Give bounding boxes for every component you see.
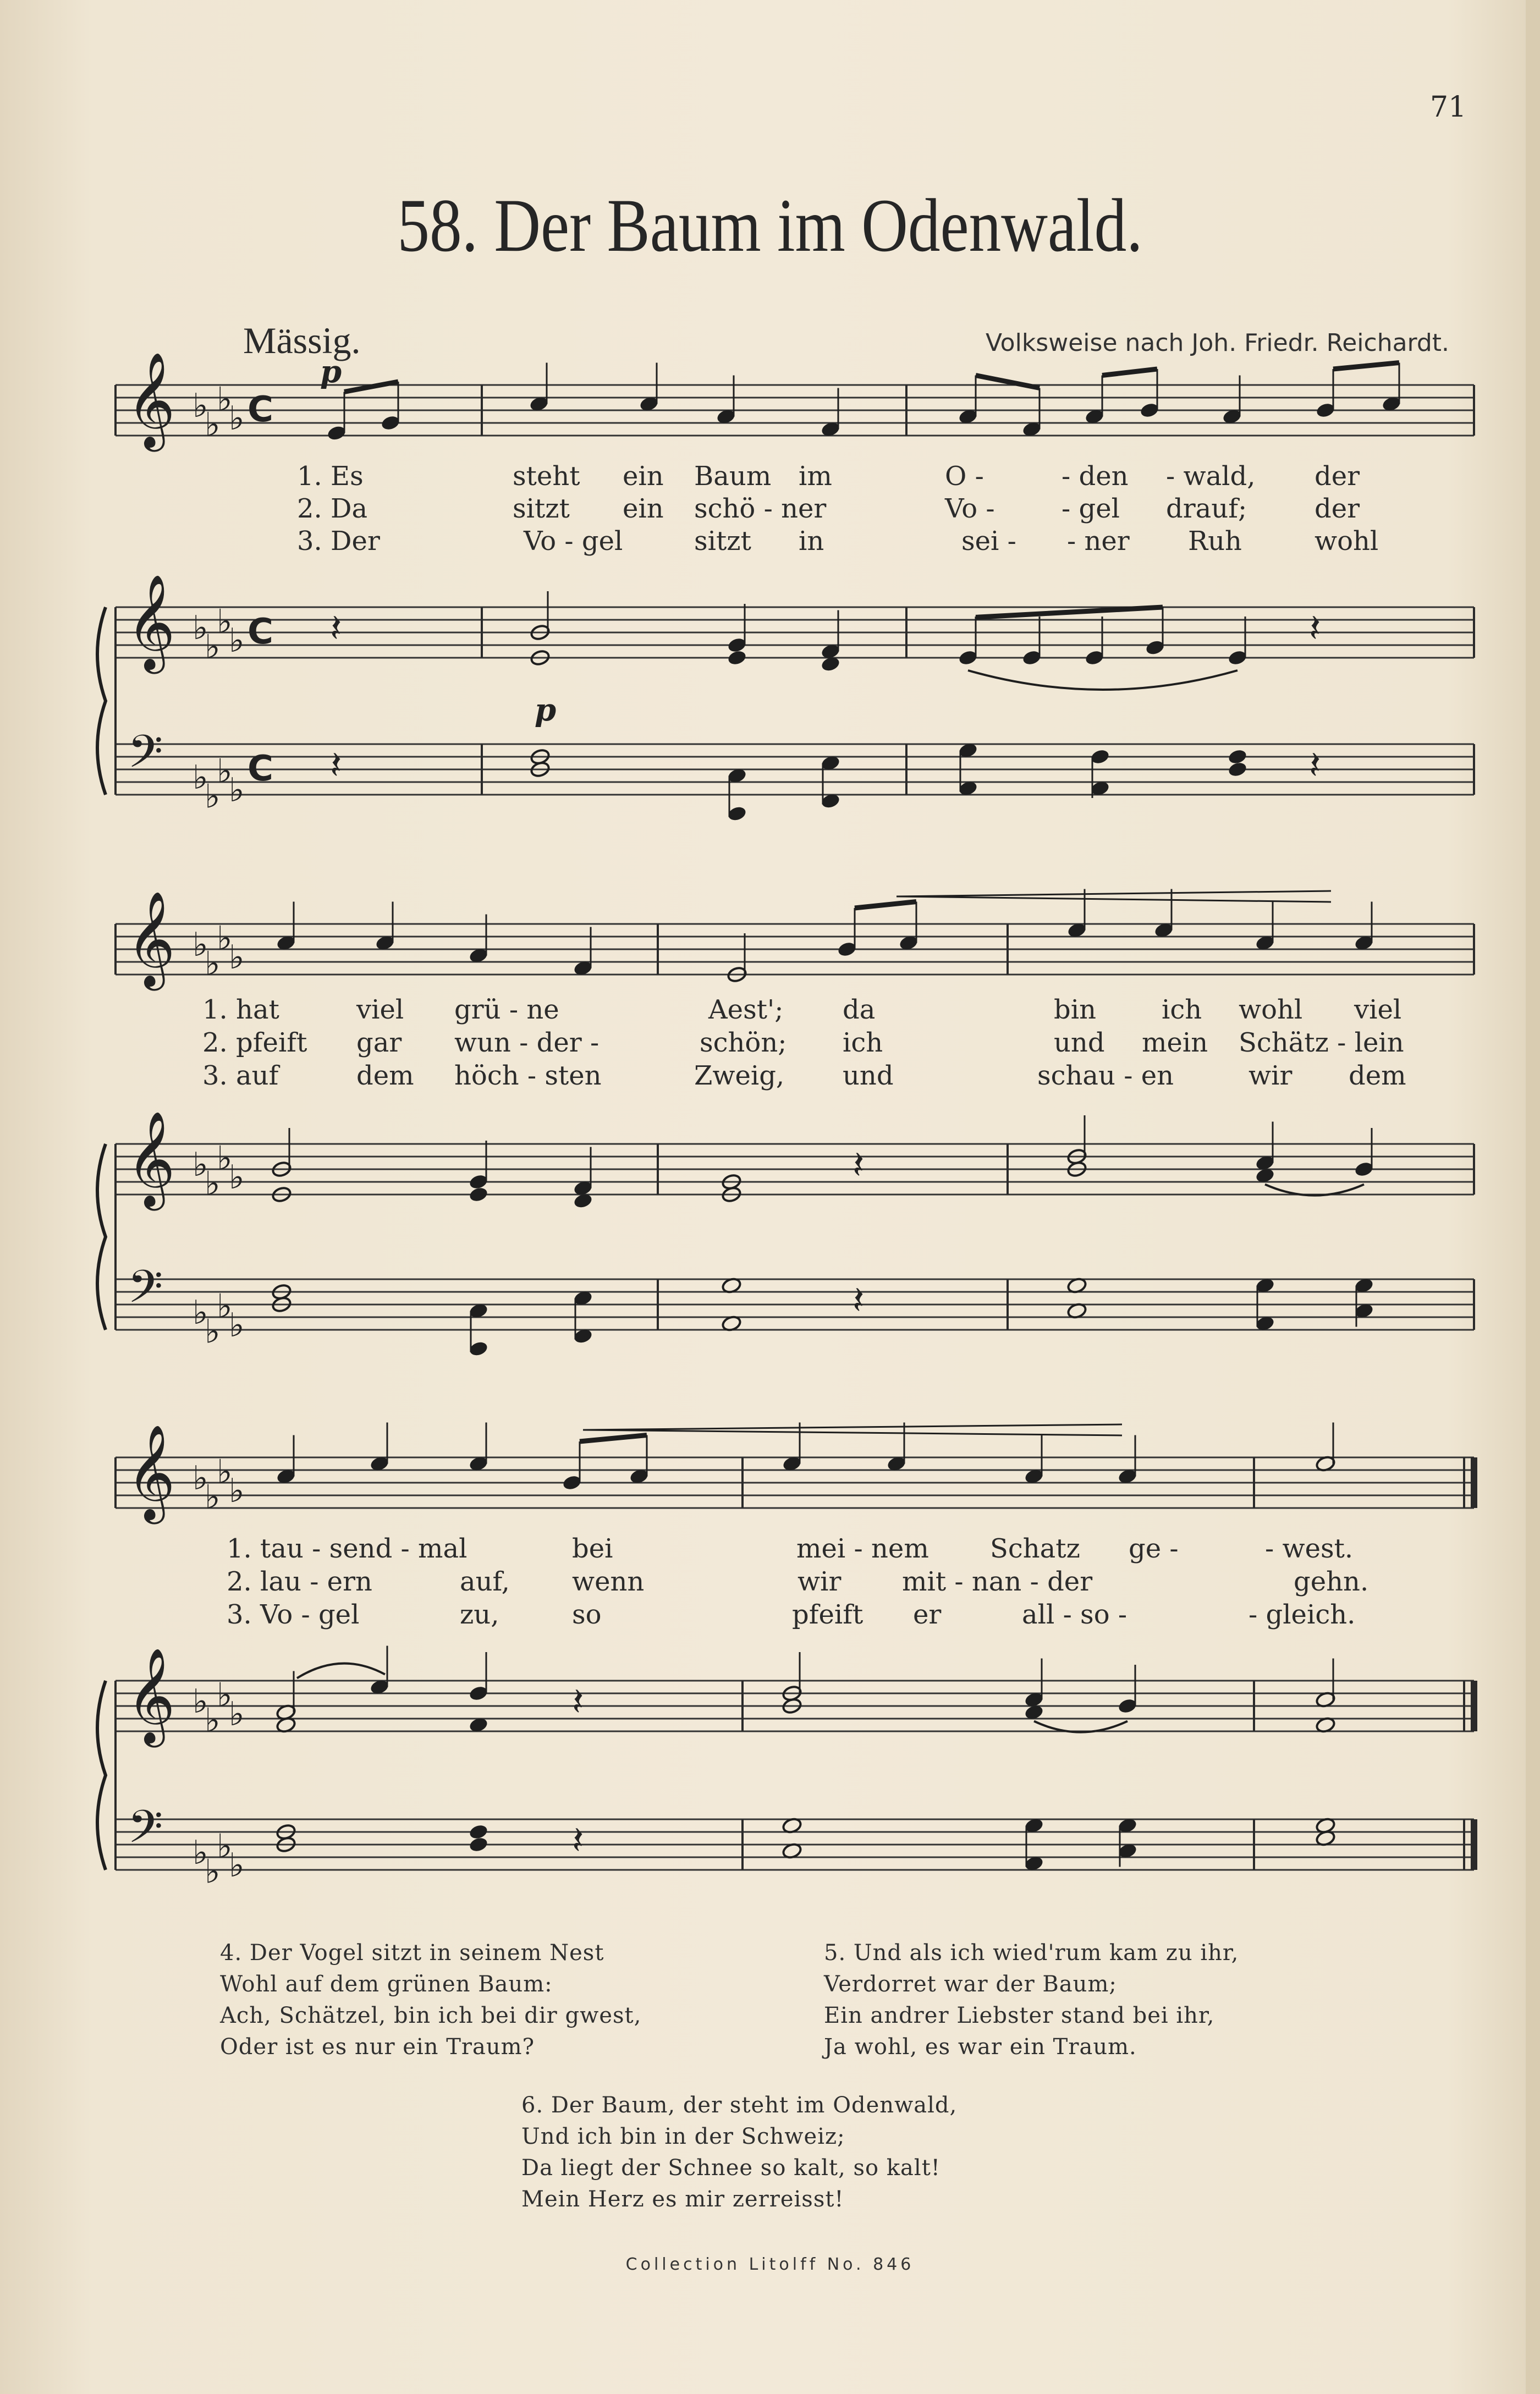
flat-sign: ♭: [205, 777, 221, 816]
treble-clef: 𝄞: [127, 1111, 175, 1207]
flat-sign: ♭: [217, 1827, 233, 1866]
flat-sign: ♭: [229, 771, 245, 810]
slur: [297, 1664, 385, 1678]
quarter-rest: 𝄽: [853, 1278, 865, 1323]
flat-sign: ♭: [205, 1701, 221, 1740]
flat-sign: ♭: [205, 1164, 221, 1203]
stanza-6: [521, 2090, 957, 2215]
lyric: drauf;: [1166, 493, 1247, 524]
stanza-line: Mein Herz es mir zerreisst!: [521, 2187, 844, 2212]
lyric: so: [572, 1599, 602, 1630]
publisher-footer: Collection Litolff No. 846: [625, 2255, 915, 2274]
lyric: - wald,: [1166, 461, 1256, 492]
stanza-line: Verdorret war der Baum;: [824, 1972, 1117, 1997]
flat-sign: ♭: [205, 1852, 221, 1891]
flat-sign: ♭: [217, 380, 233, 419]
flat-sign: ♭: [217, 1452, 233, 1492]
lyric: 1. hat: [202, 994, 279, 1025]
page-number: 71: [1430, 91, 1467, 124]
treble-clef: 𝄞: [127, 352, 175, 448]
lyric: Vo -: [945, 493, 995, 524]
quarter-rest: 𝄽: [330, 606, 342, 651]
lyric: schau - en: [1037, 1060, 1174, 1091]
time-signature: C: [248, 749, 273, 789]
flat-sign: ♭: [217, 1139, 233, 1178]
lyric: mit - nan - der: [902, 1566, 1093, 1597]
quarter-rest: 𝄽: [1309, 742, 1321, 788]
crescendo-line: [897, 896, 1331, 902]
lyric: pfeift: [792, 1599, 864, 1630]
beam: [580, 1435, 647, 1442]
stanza-line: Und ich bin in der Schweiz;: [521, 2124, 845, 2149]
song-title: 58. Der Baum im Odenwald.: [397, 183, 1143, 267]
lyric: wir: [1248, 1060, 1292, 1091]
flat-sign: ♭: [193, 1834, 208, 1872]
stanza-line: Ach, Schätzel, bin ich bei dir gwest,: [220, 2003, 642, 2028]
lyric: - gel: [1062, 493, 1120, 524]
lyric: - ner: [1067, 526, 1130, 557]
flat-sign: ♭: [193, 1682, 208, 1721]
stanza-line: 6. Der Baum, der steht im Odenwald,: [521, 2093, 958, 2118]
stanza-line: Wohl auf dem grünen Baum:: [220, 1972, 553, 1997]
staff-lines: [116, 385, 1474, 1870]
lyric: bin: [1054, 994, 1096, 1025]
beam: [344, 382, 398, 392]
flat-sign: ♭: [229, 621, 245, 660]
piano-brace: [97, 1144, 106, 1330]
dynamic-p-piano: p: [535, 692, 557, 728]
time-signature: C: [248, 389, 273, 430]
treble-clef: 𝄞: [127, 1424, 175, 1520]
note: [1227, 761, 1248, 778]
lyric: Aest';: [708, 994, 784, 1025]
lyric: mein: [1142, 1027, 1208, 1058]
quarter-rest: 𝄽: [1309, 606, 1321, 651]
flat-sign: ♭: [217, 602, 233, 641]
composer-credit: Volksweise nach Joh. Friedr. Reichardt.: [986, 329, 1450, 357]
flat-sign: ♭: [205, 944, 221, 983]
beam: [855, 902, 916, 909]
beam: [976, 607, 1163, 617]
lyric: - west.: [1265, 1533, 1354, 1564]
lyric: sitzt: [513, 493, 570, 524]
lyric: ein: [623, 461, 664, 492]
lyric: ich: [843, 1027, 883, 1058]
stanza-4: [220, 1938, 641, 2063]
flat-sign: ♭: [193, 1146, 208, 1184]
flat-sign: ♭: [193, 1459, 208, 1498]
lyric: - gleich.: [1248, 1599, 1356, 1630]
flat-sign: ♭: [229, 1472, 245, 1510]
flat-sign: ♭: [229, 1695, 245, 1733]
lyric: O -: [945, 461, 984, 492]
lyric: wun - der -: [454, 1027, 600, 1058]
lyric: und: [1054, 1027, 1105, 1058]
flat-sign: ♭: [217, 752, 233, 791]
lyric: höch - sten: [454, 1060, 602, 1091]
flat-sign: ♭: [205, 405, 221, 444]
flat-sign: ♭: [229, 938, 245, 977]
lyric: ge -: [1129, 1533, 1179, 1564]
lyric: 2. pfeift: [202, 1027, 307, 1058]
stanza-line: Ja wohl, es war ein Traum.: [824, 2034, 1137, 2060]
lyric: der: [1314, 461, 1360, 492]
crescendo-line: [583, 1430, 1122, 1435]
flat-sign: ♭: [205, 1478, 221, 1517]
lyric: der: [1314, 493, 1360, 524]
lyric: Schätz - lein: [1239, 1027, 1404, 1058]
flat-sign: ♭: [193, 1294, 208, 1332]
lyric: zu,: [460, 1599, 499, 1630]
quarter-rest: 𝄽: [853, 1142, 865, 1187]
time-signature: C: [248, 612, 273, 652]
lyric: 3. auf: [202, 1060, 279, 1091]
treble-clef: 𝄞: [127, 1648, 175, 1743]
lyric: gar: [356, 1027, 402, 1058]
crescendo-line: [897, 891, 1331, 896]
stanza-line: Da liegt der Schnee so kalt, so kalt!: [521, 2155, 941, 2181]
quarter-rest: 𝄽: [572, 1679, 584, 1724]
note: [468, 1836, 489, 1853]
chord-note: [727, 649, 747, 667]
lyric: 1. tau - send - mal: [227, 1533, 468, 1564]
chord-note: [468, 1186, 489, 1203]
note: [1227, 748, 1248, 766]
beam: [976, 376, 1040, 388]
lyric: viel: [1354, 994, 1402, 1025]
flat-sign: ♭: [193, 387, 208, 425]
piano-brace: [97, 1681, 106, 1870]
lyric: er: [913, 1599, 942, 1630]
flat-sign: ♭: [205, 1312, 221, 1351]
slur: [968, 670, 1238, 690]
flat-sign: ♭: [217, 919, 233, 958]
lyric: wenn: [572, 1566, 645, 1597]
lyric: mei - nem: [796, 1533, 929, 1564]
lyric: Baum: [694, 461, 772, 492]
lyric: in: [799, 526, 824, 557]
stanza-line: Ein andrer Liebster stand bei ihr,: [824, 2003, 1215, 2028]
quarter-rest: 𝄽: [572, 1818, 584, 1863]
stanza-line: 5. Und als ich wied'rum kam zu ihr,: [824, 1940, 1239, 1966]
bass-clef: 𝄢: [128, 725, 163, 789]
tempo-marking: Mässig.: [243, 320, 361, 361]
flat-sign: ♭: [217, 1287, 233, 1326]
lyric: schö - ner: [694, 493, 827, 524]
flat-sign: ♭: [229, 1846, 245, 1885]
lyric: viel: [356, 994, 404, 1025]
lyric: sitzt: [694, 526, 751, 557]
lyric: Schatz: [990, 1533, 1080, 1564]
flat-sign: ♭: [193, 758, 208, 797]
lyric: und: [843, 1060, 894, 1091]
beams-and-slurs: [97, 363, 1402, 1870]
lyric: da: [843, 994, 876, 1025]
beam: [1102, 369, 1157, 376]
lyric: Ruh: [1188, 526, 1242, 557]
lyric: bei: [572, 1533, 613, 1564]
stanza-line: 4. Der Vogel sitzt in seinem Nest: [220, 1940, 604, 1966]
lyric: sei -: [961, 526, 1016, 557]
flat-sign: ♭: [193, 926, 208, 964]
lyric: all - so -: [1022, 1599, 1128, 1630]
stanza-line: Oder ist es nur ein Traum?: [220, 2034, 535, 2060]
flat-sign: ♭: [193, 609, 208, 647]
crescendo-line: [583, 1424, 1122, 1430]
beam: [1333, 363, 1399, 370]
quarter-rest: 𝄽: [330, 742, 342, 788]
flat-sign: ♭: [205, 628, 221, 667]
clefs: [127, 352, 1321, 1891]
lyric: gehn.: [1294, 1566, 1369, 1597]
stanza-5: [824, 1938, 1239, 2063]
lyric: grü - ne: [454, 994, 559, 1025]
treble-clef: 𝄞: [127, 574, 175, 670]
lyric: steht: [513, 461, 580, 492]
lyric: - den: [1062, 461, 1129, 492]
lyric: schön;: [700, 1027, 787, 1058]
piano-brace: [97, 607, 106, 795]
lyric: 3. Vo - gel: [227, 1599, 360, 1630]
flat-sign: ♭: [229, 1306, 245, 1345]
lyric: dem: [356, 1060, 414, 1091]
note: [468, 1823, 489, 1841]
lyric: im: [799, 461, 832, 492]
lyric: ich: [1162, 994, 1202, 1025]
flat-sign: ♭: [217, 1676, 233, 1715]
treble-clef: 𝄞: [127, 891, 175, 987]
lyric: dem: [1349, 1060, 1406, 1091]
lyric: Vo - gel: [524, 526, 623, 557]
lyric: 2. lau - ern: [227, 1566, 372, 1597]
lyric: wir: [798, 1566, 842, 1597]
lyric: 1. Es: [297, 461, 364, 492]
flat-sign: ♭: [229, 399, 245, 438]
lyric: ein: [623, 493, 664, 524]
lyric: auf,: [460, 1566, 510, 1597]
lyric: Zweig,: [694, 1060, 785, 1091]
bass-clef: 𝄢: [128, 1260, 163, 1324]
flat-sign: ♭: [229, 1158, 245, 1197]
lyric: wohl: [1239, 994, 1303, 1025]
dynamic-p-voice: p: [320, 354, 342, 390]
bass-clef: 𝄢: [128, 1800, 163, 1864]
lyric: wohl: [1314, 526, 1379, 557]
lyric: 3. Der: [297, 526, 380, 557]
lyric: 2. Da: [297, 493, 368, 524]
notes: [271, 363, 1402, 1873]
